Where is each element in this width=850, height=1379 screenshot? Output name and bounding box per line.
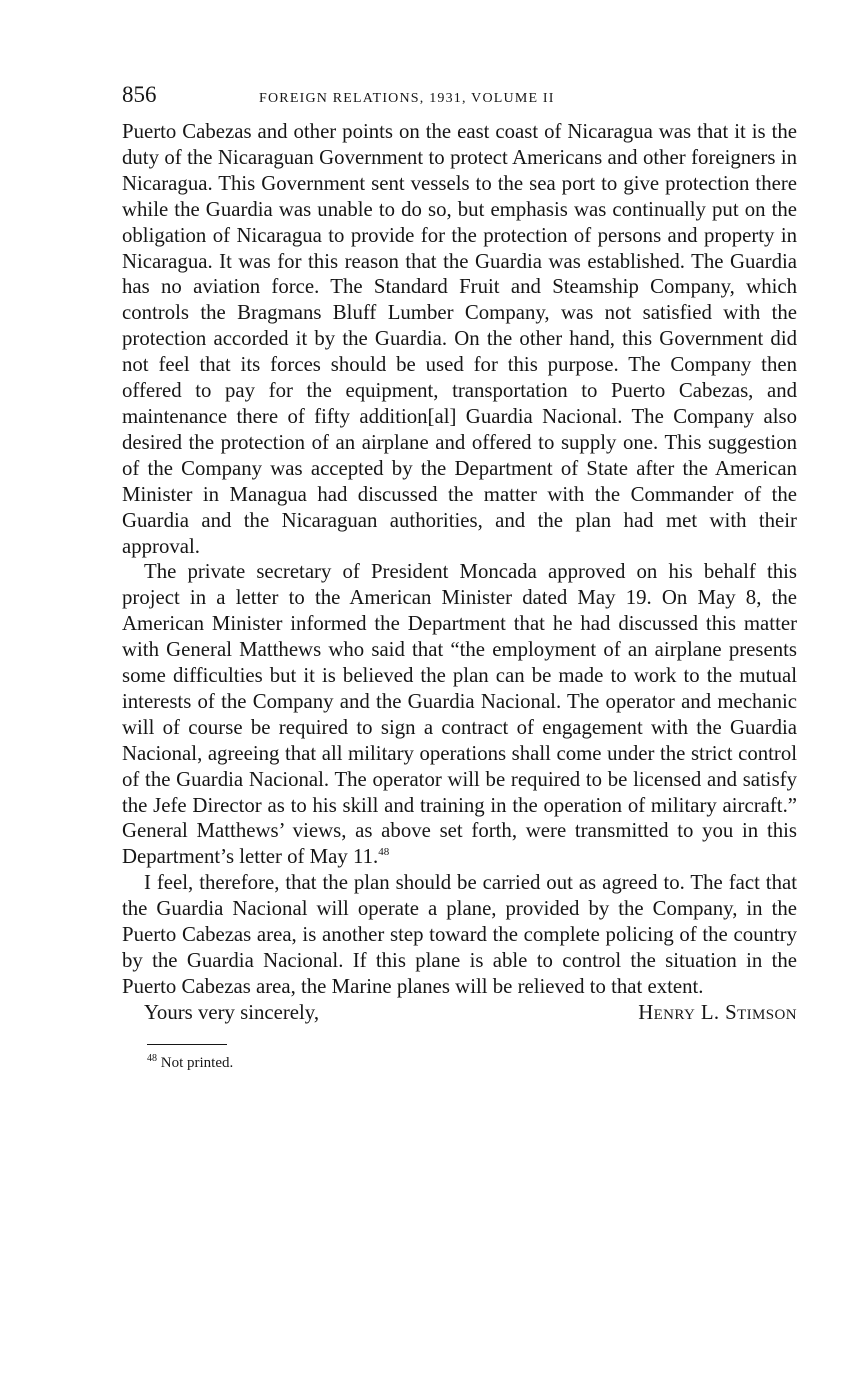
paragraph-3-text: I feel, therefore, that the plan should be carried out as agreed to. The fact that the Guardia Nacional will operate a plane, provided by the Company, in the Puerto Cabezas area, is another step toward the complete policing of the country by the Guardia Nacional. If this plane is able to control the situation in the Puerto Cabezas area, the Marine planes will be relieved to that extent. (122, 871, 797, 998)
footnote-text: Not printed. (160, 1054, 234, 1071)
paragraph-3 (122, 870, 797, 1000)
paragraph-2-text: The private secretary of President Moncada approved on his behalf this project in a letter to the American Minister dated May 19. On May 8, the American Minister informed the Department that he had discussed this matter with General Matthews who said that “the employment of an airplane presents some difficulties but it is believed the plan can be made to work to the mutual interests of the Company and the Guardia Nacional. The operator and mechanic will of course be required to sign a contract of engagement with the Guardia Nacional, agreeing that all military operations shall come under the strict control of the Guardia Nacional. The operator will be required to be licensed and satisfy the Jefe Director as to his skill and training in the operation of military aircraft.” General Matthews’ views, as above set forth, were transmitted to you in this Department’s letter of May 11. (122, 560, 797, 869)
footnote-reference[interactable]: 48 (378, 846, 390, 859)
paragraph-1-text: Puerto Cabezas and other points on the east coast of Nicaragua was that it is the duty of the Nicaraguan Government to protect Americans and other foreigners in Nicaragua. This Government sent vessels to the sea port to give protection there while the Guardia was unable to do so, but emphasis was continually put on the obligation of Nicaragua to provide for the protection of persons and property in Nicaragua. It was for this reason that the Guardia was established. The Guardia has no aviation force. The Standard Fruit and Steamship Company, which controls the Bragmans Bluff Lumber Company, was not satisfied with the protection accorded it by the Guardia. On the other hand, this Government did not feel that its forces should be used for this purpose. The Company then offered to pay for the equipment, transportation to Puerto Cabezas, and maintenance there of fifty addition[al] Guardia Nacional. The Company also desired the protection of an airplane and offered to supply one. This suggestion of the Company was accepted by the Department of State after the American Minister in Managua had discussed the matter with the Commander of the Guardia and the Nicaraguan authorities, and the plan had met with their approval. (122, 120, 797, 558)
footnote (147, 1053, 797, 1072)
letter-body (122, 119, 797, 1000)
running-header (122, 82, 797, 112)
footnote-mark: 48 (147, 1052, 157, 1064)
letter-closing (144, 1000, 797, 1026)
paragraph-2 (122, 559, 797, 870)
complimentary-close: Yours very sincerely, (144, 1000, 320, 1024)
paragraph-1 (122, 119, 797, 559)
page-number: 856 (122, 82, 157, 107)
signature: Henry L. Stimson (638, 1000, 797, 1024)
footnote-divider (147, 1044, 227, 1045)
running-title: FOREIGN RELATIONS, 1931, VOLUME II (259, 91, 555, 106)
